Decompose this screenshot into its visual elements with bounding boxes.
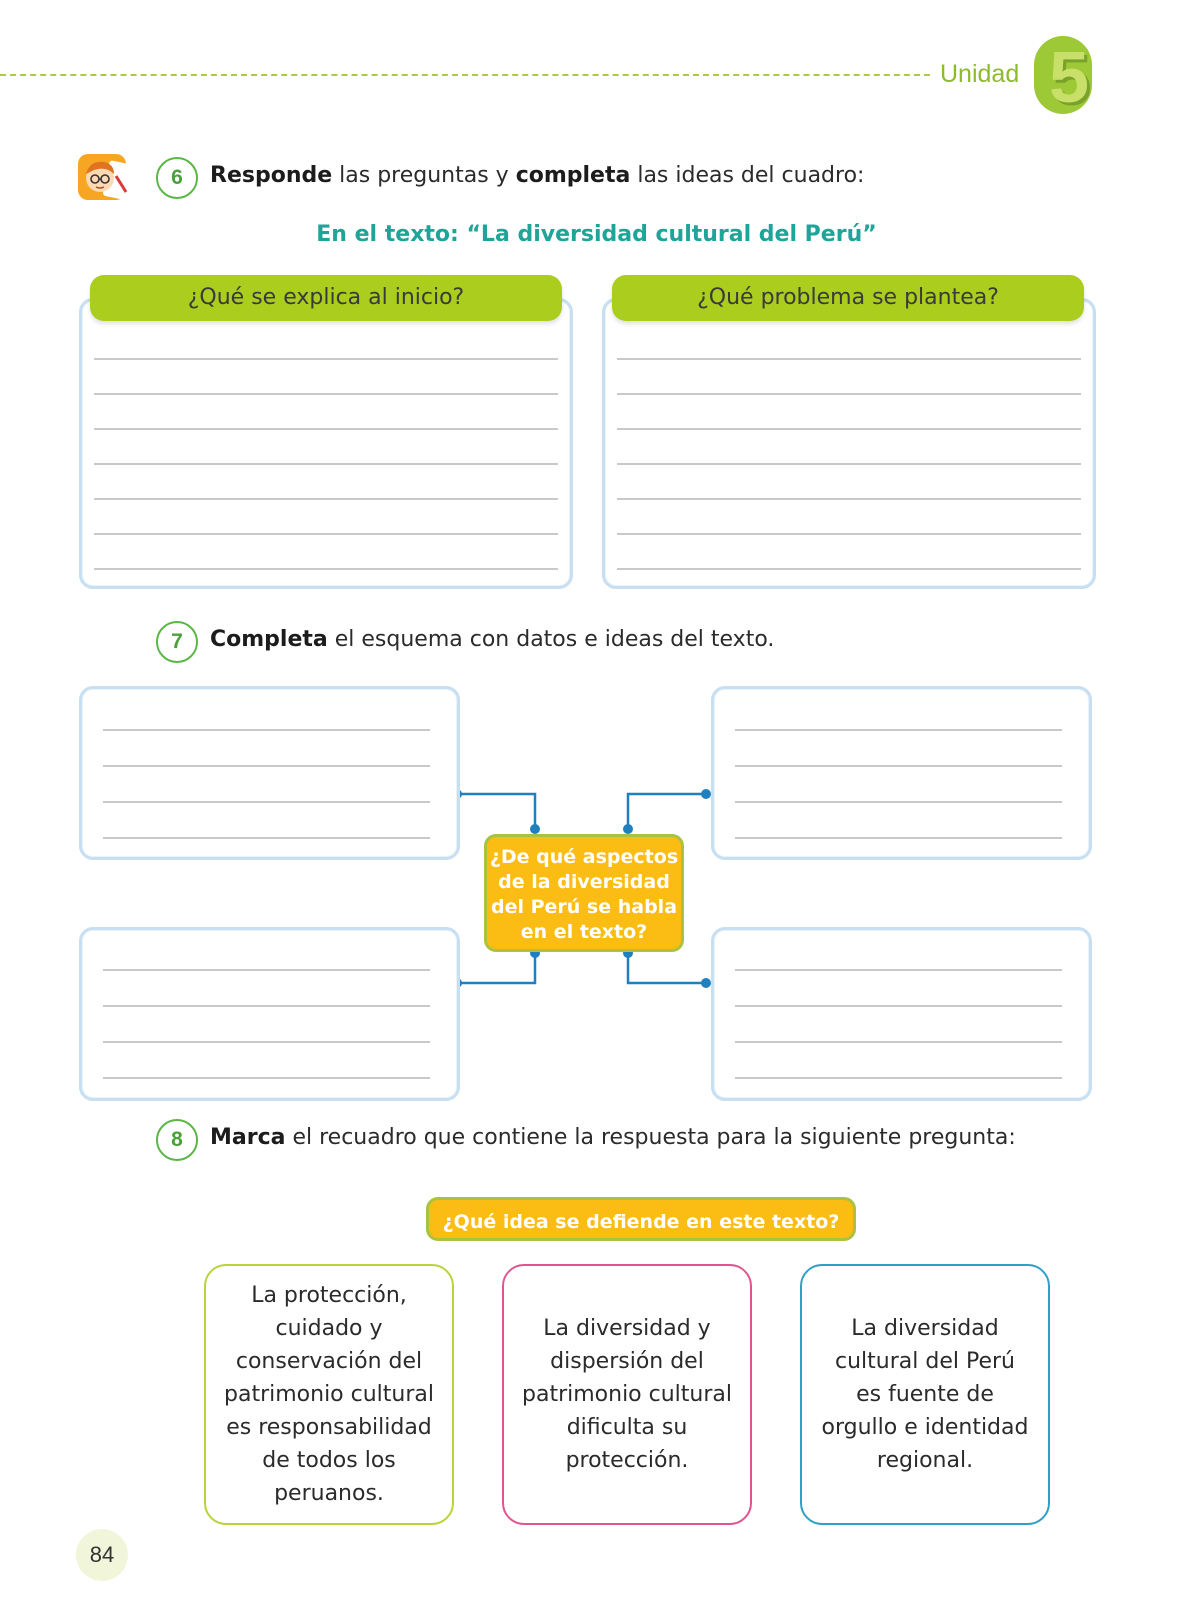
instruction-8-rest: el recuadro que contiene la respuesta para la siguiente pregunta: <box>285 1125 1016 1150</box>
answer-option-3-text: La diversidad cultural del Perú es fuente de orgullo e identidad regional. <box>821 1316 1029 1473</box>
scheme-center-question: ¿De qué aspectos de la diversidad del Perú se habla en el texto? <box>484 834 684 952</box>
answer-option-1-text: La protección, cuidado y conservación del patrimonio cultural es responsabilidad de todos los peruanos. <box>224 1283 434 1506</box>
step-number-8: 8 <box>156 1119 198 1161</box>
step-number-6: 6 <box>156 157 198 199</box>
answer-option-1[interactable] <box>204 1264 454 1525</box>
instruction-8 <box>210 1125 1016 1150</box>
writing-lines-top-right <box>735 729 1062 839</box>
text-title-subtitle: En el texto: “La diversidad cultural del Perú” <box>316 222 877 247</box>
instruction-6-verb1: Responde <box>210 163 333 188</box>
question-problem-label: ¿Qué problema se plantea? <box>612 275 1084 321</box>
instruction-6-end: las ideas del cuadro: <box>630 163 865 188</box>
section8-question: ¿Qué idea se defiende en este texto? <box>426 1197 856 1241</box>
unit-number: 5 <box>1048 38 1090 118</box>
step-number-7: 7 <box>156 621 198 663</box>
instruction-6-mid: las preguntas y <box>332 163 516 188</box>
page-number: 84 <box>76 1529 128 1581</box>
answer-option-3[interactable] <box>800 1264 1050 1525</box>
writing-lines-bottom-left <box>103 969 430 1079</box>
instruction-6-verb2: completa <box>515 163 631 188</box>
writing-lines-top-left <box>103 729 430 839</box>
instruction-7-rest: el esquema con datos e ideas del texto. <box>327 627 775 652</box>
instruction-7-verb: Completa <box>210 627 328 652</box>
instruction-8-verb: Marca <box>210 1125 286 1150</box>
question-start-label: ¿Qué se explica al inicio? <box>90 275 562 321</box>
answer-option-2[interactable] <box>502 1264 752 1525</box>
writing-lines-bottom-right <box>735 969 1062 1079</box>
answer-option-2-text: La diversidad y dispersión del patrimonio cultural dificulta su protección. <box>522 1316 732 1473</box>
unit-label: Unidad <box>940 60 1020 88</box>
